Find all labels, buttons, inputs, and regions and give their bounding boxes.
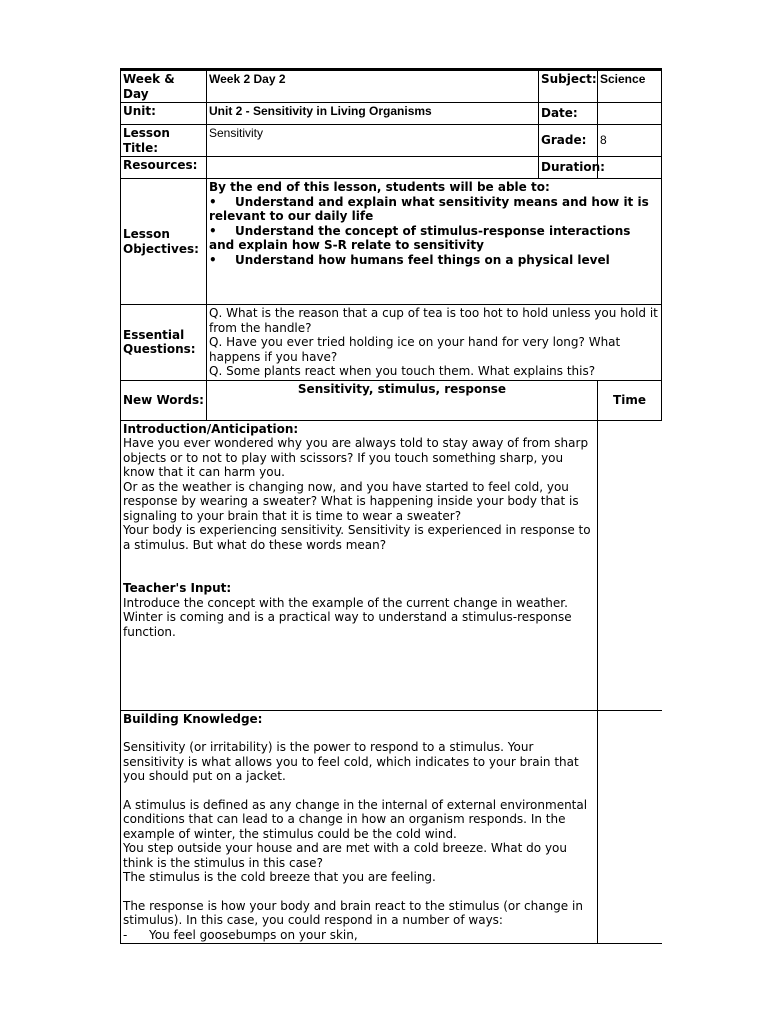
lesson-plan-table: [120, 68, 662, 944]
date-label: Date:: [539, 103, 598, 125]
objective-item: • Understand and explain what sensitivity means and how it is relevant to our daily life: [209, 194, 649, 223]
building-knowledge-time-cell: [598, 710, 662, 944]
resources-label: Resources:: [121, 157, 207, 179]
row-essential-questions: [121, 305, 662, 381]
row-lesson-title: [121, 125, 662, 157]
essential-questions-label: Essential Questions:: [121, 305, 207, 381]
building-knowledge-content: [121, 710, 598, 944]
bullet-icon: •: [209, 194, 217, 209]
subject-label: Subject:: [539, 70, 598, 103]
duration-value: [598, 157, 662, 179]
essential-question: Q. Some plants react when you touch them. What explains this?: [209, 364, 596, 378]
introduction-time-cell: [598, 420, 662, 710]
objectives-intro: By the end of this lesson, students will be able to:: [209, 180, 550, 194]
objectives-label: Lesson Objectives:: [121, 179, 207, 305]
essential-question: Q. Have you ever tried holding ice on your hand for very long? What happens if you have?: [209, 335, 621, 364]
building-knowledge-paragraph: A stimulus is defined as any change in the internal of external environmental conditions that can lead to a change in how an organism responds. In the example of winter, the stimulus could be the cold wind.: [123, 797, 588, 841]
row-resources: [121, 157, 662, 179]
introduction-paragraph: Your body is experiencing sensitivity. Sensitivity is experienced in response to a stimulus. But what do these words mean?: [123, 523, 591, 552]
week-day-value: Week 2 Day 2: [207, 70, 539, 103]
new-words-label: New Words:: [121, 380, 207, 420]
date-value: [598, 103, 662, 125]
teacher-input-text: Introduce the concept with the example of the current change in weather. Winter is coming and is a practical way to understand a stimulus-response function.: [123, 595, 572, 639]
resources-value: [207, 157, 539, 179]
bullet-icon: •: [209, 252, 217, 267]
building-knowledge-paragraph: You step outside your house and are met with a cold breeze. What do you think is the stimulus in this case?: [123, 841, 567, 870]
teacher-input-heading: Teacher's Input:: [123, 581, 232, 595]
grade-label: Grade:: [539, 125, 598, 157]
row-introduction: [121, 420, 662, 710]
row-new-words: [121, 380, 662, 420]
new-words-value: Sensitivity, stimulus, response: [207, 380, 598, 420]
objectives-content: [207, 179, 662, 305]
unit-value: Unit 2 - Sensitivity in Living Organisms: [207, 103, 539, 125]
objective-item: • Understand how humans feel things on a physical level: [209, 252, 610, 267]
lesson-title-value: Sensitivity: [207, 125, 539, 157]
introduction-paragraph: Have you ever wondered why you are always told to stay away of from sharp objects or to not to play with scissors? If you touch something sharp, you know that it can harm you.: [123, 436, 589, 479]
duration-label: Duration:: [539, 157, 598, 179]
building-knowledge-heading: Building Knowledge:: [123, 711, 263, 726]
essential-questions-content: [207, 305, 662, 381]
row-unit: [121, 103, 662, 125]
lesson-title-label: Lesson Title:: [121, 125, 207, 157]
bullet-icon: •: [209, 223, 217, 238]
introduction-paragraph: Or as the weather is changing now, and you have started to feel cold, you response by wearing a sweater? What is happening inside your body that is signaling to your brain that it is time to wear a sweater?: [123, 479, 579, 523]
objective-item: • Understand the concept of stimulus-response interactions and explain how S-R relate to sensitivity: [209, 223, 631, 252]
building-knowledge-paragraph: The stimulus is the cold breeze that you are feeling.: [123, 870, 436, 884]
grade-value: 8: [598, 125, 662, 157]
essential-question: Q. What is the reason that a cup of tea is too hot to hold unless you hold it from the handle?: [209, 306, 658, 335]
row-building-knowledge: [121, 710, 662, 944]
dash-icon: -: [123, 927, 128, 942]
introduction-content: [121, 420, 598, 710]
subject-value: Science: [598, 70, 662, 103]
week-day-label: Week & Day: [121, 70, 207, 103]
building-knowledge-paragraph: Sensitivity (or irritability) is the power to respond to a stimulus. Your sensitivity is what allows you to feel cold, which indicates to your brain that you should put on a jacket.: [123, 740, 579, 783]
introduction-heading: Introduction/Anticipation:: [123, 421, 299, 436]
row-week-day: [121, 70, 662, 103]
time-label: Time: [598, 380, 662, 420]
building-knowledge-paragraph: The response is how your body and brain react to the stimulus (or change in stimulus). In this case, you could respond in a number of ways:: [123, 898, 583, 927]
row-objectives: [121, 179, 662, 305]
unit-label: Unit:: [121, 103, 207, 125]
response-list-item: - You feel goosebumps on your skin,: [123, 927, 358, 942]
